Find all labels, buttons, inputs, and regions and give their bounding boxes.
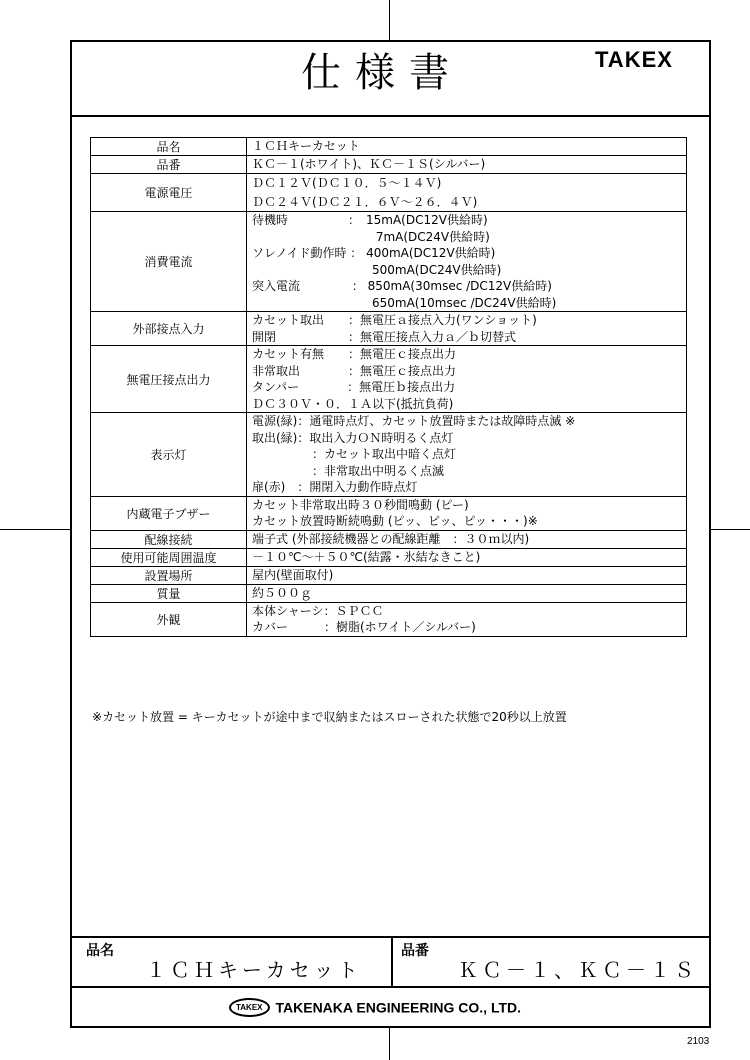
spec-row xyxy=(91,156,687,174)
spec-value-line: ＤＣ３０Ｖ・０．１Ａ以下(抵抗負荷) xyxy=(252,396,454,411)
spec-value-line: カセット有無 ：無電圧ｃ接点出力 xyxy=(252,347,457,361)
spec-label: 外観 xyxy=(91,602,247,636)
spec-row xyxy=(91,566,687,584)
company-name: TAKENAKA ENGINEERING CO., LTD. xyxy=(275,999,522,1016)
spec-row xyxy=(91,584,687,602)
footer-name-value: １ＣＨキーカセット xyxy=(146,958,362,982)
spec-label: 品番 xyxy=(91,156,247,174)
company-logo: TAKEX xyxy=(229,998,270,1017)
spec-label: 品名 xyxy=(91,138,247,156)
spec-label: 質量 xyxy=(91,584,247,602)
spec-value-line: 本体シャーシ：ＳＰＣＣ xyxy=(252,603,384,618)
spec-label: 外部接点入力 xyxy=(91,312,247,346)
spec-value-line: ＤＣ２４Ｖ(ＤＣ２１．６Ｖ～２６．４Ｖ) xyxy=(252,194,478,209)
spec-value xyxy=(247,566,687,584)
spec-value-line: カバー ：樹脂(ホワイト／シルバー) xyxy=(252,620,476,634)
spec-label: 設置場所 xyxy=(91,566,247,584)
header-divider xyxy=(70,115,711,117)
spec-value-line: 500mA(DC24V供給時) xyxy=(252,262,502,277)
spec-value-line: カセット非常取出時３０秒間鳴動 (ピー) xyxy=(252,497,469,512)
spec-row xyxy=(91,212,687,312)
spec-label: 消費電流 xyxy=(91,212,247,312)
spec-row xyxy=(91,530,687,548)
brand-logo: TAKEX xyxy=(595,47,673,72)
crop-mark-left xyxy=(0,529,70,530)
spec-value xyxy=(247,584,687,602)
spec-value-line: 端子式 (外部接続機器との配線距離 ：３０ｍ以内) xyxy=(252,531,530,546)
crop-mark-bottom xyxy=(389,1028,390,1060)
spec-value-line: 7mA(DC24V供給時) xyxy=(252,229,490,244)
spec-row xyxy=(91,312,687,346)
spec-value-line: 取出(緑)：取出入力ＯＮ時明るく点灯 xyxy=(252,430,454,445)
spec-table xyxy=(90,137,687,637)
spec-value xyxy=(247,548,687,566)
spec-value-line: カセット放置時断続鳴動 (ピッ、ピッ、ピッ・・・)※ xyxy=(252,514,538,528)
spec-row xyxy=(91,174,687,212)
footer-number-value: ＫＣ－１、ＫＣ－１Ｓ xyxy=(458,958,698,982)
spec-value-line: 扉(赤) ：開閉入力動作時点灯 xyxy=(252,480,418,494)
footer-divider-vertical xyxy=(391,936,393,986)
spec-value-line: 待機時 ： 15mA(DC12V供給時) xyxy=(252,213,488,227)
spec-row xyxy=(91,138,687,156)
spec-label: 配線接続 xyxy=(91,530,247,548)
spec-value-line: 650mA(10msec /DC24V供給時) xyxy=(252,295,557,310)
page-title: 仕様書 xyxy=(301,50,463,96)
spec-label: 電源電圧 xyxy=(91,174,247,212)
spec-value-line: ＤＣ１２Ｖ(ＤＣ１０．５～１４Ｖ) xyxy=(252,176,442,190)
footer-divider-bottom xyxy=(70,986,711,988)
spec-value-line: －１０℃～＋５０℃(結露・氷結なきこと) xyxy=(252,549,481,564)
spec-value-line: １ＣＨキーカセット xyxy=(252,139,360,154)
footer-name-label: 品名 xyxy=(86,943,114,959)
spec-value xyxy=(247,312,687,346)
spec-value-line: ＫＣ－１(ホワイト)、ＫＣ－１Ｓ(シルバー) xyxy=(252,157,486,172)
spec-row xyxy=(91,548,687,566)
spec-value-line: 屋内(壁面取付) xyxy=(252,567,334,582)
spec-value-line: ソレノイド動作時 ： 400mA(DC12V供給時) xyxy=(252,246,496,260)
spec-value-line: 非常取出 ：無電圧ｃ接点出力 xyxy=(252,363,457,378)
footer-number-label: 品番 xyxy=(401,943,429,959)
crop-mark-right xyxy=(711,529,750,530)
crop-mark-top xyxy=(389,0,390,40)
spec-row xyxy=(91,413,687,497)
spec-value xyxy=(247,496,687,530)
spec-value-line: 開閉 ：無電圧接点入力ａ／ｂ切替式 xyxy=(252,329,517,344)
footnote: ※カセット放置 = キーカセットが途中まで収納またはスローされた状態で20秒以上放置 xyxy=(92,710,567,724)
spec-value-line: ：非常取出中明るく点滅 xyxy=(252,463,445,478)
spec-value xyxy=(247,346,687,413)
company-block xyxy=(0,998,750,1017)
spec-label: 無電圧接点出力 xyxy=(91,346,247,413)
document-number: 2103 xyxy=(687,1036,710,1047)
spec-value xyxy=(247,413,687,497)
spec-row xyxy=(91,602,687,636)
spec-value-line: 突入電流 ： 850mA(30msec /DC12V供給時) xyxy=(252,279,552,293)
spec-value xyxy=(247,212,687,312)
spec-row xyxy=(91,346,687,413)
spec-value xyxy=(247,174,687,212)
spec-value xyxy=(247,530,687,548)
spec-value xyxy=(247,138,687,156)
spec-label: 使用可能周囲温度 xyxy=(91,548,247,566)
spec-value xyxy=(247,156,687,174)
spec-label: 内蔵電子ブザー xyxy=(91,496,247,530)
spec-value-line: 電源(緑)：通電時点灯、カセット放置時または故障時点滅 ※ xyxy=(252,414,576,428)
spec-row xyxy=(91,496,687,530)
spec-value-line: 約５００ｇ xyxy=(252,585,313,600)
spec-value xyxy=(247,602,687,636)
spec-value-line: ：カセット取出中暗く点灯 xyxy=(252,447,457,461)
spec-label: 表示灯 xyxy=(91,413,247,497)
spec-value-line: カセット取出 ：無電圧ａ接点入力(ワンショット) xyxy=(252,313,537,327)
spec-value-line: タンパー ：無電圧ｂ接点出力 xyxy=(252,380,456,394)
